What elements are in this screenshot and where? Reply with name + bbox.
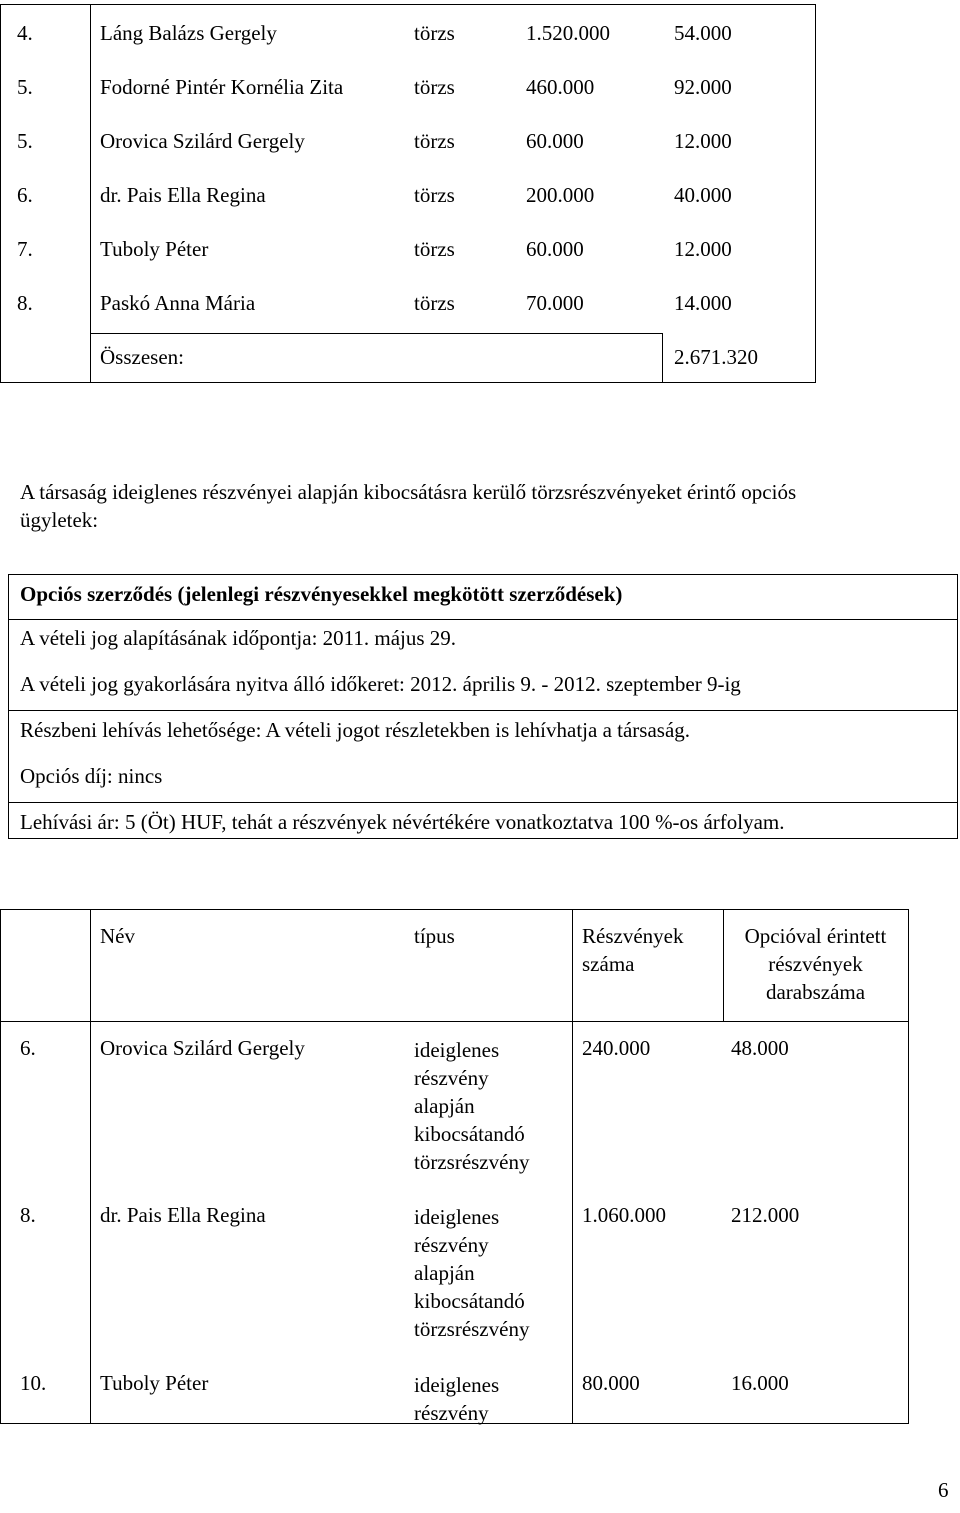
option-count: 92.000	[674, 75, 732, 99]
intro-paragraph	[20, 480, 955, 533]
shareholder-name: Paskó Anna Mária	[100, 291, 256, 315]
exercise-start-date: A vételi jog alapításának időpontja: 2011. május 29.	[20, 626, 457, 650]
partial-call-option: Részbeni lehívás lehetősége: A vételi jogot részletekben is lehívhatja a társaság.	[20, 718, 691, 742]
type-line: törzsrészvény	[414, 1150, 530, 1174]
header-line: száma	[582, 952, 635, 977]
option-count: 12.000	[674, 129, 732, 153]
share-type: törzs	[414, 237, 455, 261]
column-divider	[90, 910, 91, 1423]
share-type	[414, 1371, 499, 1427]
header-share-count	[582, 924, 683, 977]
affected-count: 48.000	[731, 1036, 789, 1060]
shareholder-name: Láng Balázs Gergely	[100, 21, 277, 45]
type-line: részvény	[414, 1233, 489, 1257]
row-number: 6.	[17, 183, 33, 207]
type-line: ideiglenes	[414, 1205, 500, 1229]
row-number: 8.	[17, 291, 33, 315]
header-name: Név	[100, 924, 135, 948]
total-label: Összesen:	[100, 345, 184, 369]
exercise-window: A vételi jog gyakorlására nyitva álló időkeret: 2012. április 9. - 2012. szeptember 9-ig	[20, 672, 741, 696]
type-line: ideiglenes	[414, 1038, 500, 1062]
holder-name: Orovica Szilárd Gergely	[100, 1036, 305, 1060]
type-line: részvény	[414, 1401, 489, 1425]
share-count: 240.000	[582, 1036, 651, 1060]
option-count: 40.000	[674, 183, 732, 207]
shareholder-name: Fodorné Pintér Kornélia Zita	[100, 75, 344, 99]
type-line: részvény	[414, 1066, 489, 1090]
row-number: 5.	[17, 129, 33, 153]
option-box-divider	[9, 802, 957, 803]
option-count: 14.000	[674, 291, 732, 315]
share-type	[414, 1203, 529, 1343]
type-line: alapján	[414, 1261, 475, 1285]
row-number: 4.	[17, 21, 33, 45]
share-type: törzs	[414, 75, 455, 99]
total-row-divider	[90, 333, 662, 334]
intro-line: ügyletek:	[20, 508, 99, 533]
option-fee: Opciós díj: nincs	[20, 764, 163, 788]
share-count: 70.000	[526, 291, 584, 315]
share-count: 460.000	[526, 75, 595, 99]
option-count: 54.000	[674, 21, 732, 45]
row-number: 5.	[17, 75, 33, 99]
shareholder-table	[0, 4, 816, 383]
holder-name: Tuboly Péter	[100, 1371, 209, 1395]
share-type: törzs	[414, 129, 455, 153]
option-count: 12.000	[674, 237, 732, 261]
holder-name: dr. Pais Ella Regina	[100, 1203, 266, 1227]
header-type: típus	[414, 924, 455, 948]
header-line: Opcióval érintett	[744, 924, 887, 948]
shareholder-name: Orovica Szilárd Gergely	[100, 129, 305, 153]
row-number: 7.	[17, 237, 33, 261]
share-count: 60.000	[526, 129, 584, 153]
option-box-divider	[9, 710, 957, 711]
affected-count: 16.000	[731, 1371, 789, 1395]
share-type: törzs	[414, 21, 455, 45]
header-divider	[1, 1021, 908, 1022]
column-divider	[572, 910, 573, 1423]
type-line: kibocsátandó	[414, 1122, 525, 1146]
shareholder-name: Tuboly Péter	[100, 237, 209, 261]
shareholder-name: dr. Pais Ella Regina	[100, 183, 266, 207]
affected-count: 212.000	[731, 1203, 800, 1227]
header-line: részvények	[768, 952, 863, 977]
share-count: 80.000	[582, 1371, 640, 1395]
column-divider	[90, 5, 91, 382]
total-value: 2.671.320	[674, 345, 758, 369]
option-contract-box	[8, 574, 958, 839]
share-count: 60.000	[526, 237, 584, 261]
option-contract-title: Opciós szerződés (jelenlegi részvényesekkel megkötött szerződések)	[20, 582, 623, 606]
page-number: 6	[938, 1478, 949, 1502]
option-box-divider	[9, 619, 957, 620]
share-count: 1.520.000	[526, 21, 610, 45]
total-column-divider	[662, 333, 663, 382]
share-type: törzs	[414, 291, 455, 315]
row-number: 6.	[20, 1036, 36, 1060]
type-line: ideiglenes	[414, 1373, 500, 1397]
row-number: 10.	[20, 1371, 47, 1395]
header-line: darabszáma	[765, 980, 866, 1005]
row-number: 8.	[20, 1203, 36, 1227]
call-price: Lehívási ár: 5 (Öt) HUF, tehát a részvények névértékére vonatkoztatva 100 %-os árfolyam.	[20, 810, 785, 834]
option-table	[0, 909, 909, 1424]
share-count: 200.000	[526, 183, 595, 207]
type-line: alapján	[414, 1094, 475, 1118]
header-line: Részvények	[582, 924, 684, 948]
share-type: törzs	[414, 183, 455, 207]
intro-line: A társaság ideiglenes részvényei alapján kibocsátásra kerülő törzsrészvényeket érintő opciós	[20, 480, 797, 504]
type-line: törzsrészvény	[414, 1317, 530, 1341]
type-line: kibocsátandó	[414, 1289, 525, 1313]
header-affected-count	[723, 924, 908, 1006]
share-type	[414, 1036, 529, 1176]
share-count: 1.060.000	[582, 1203, 666, 1227]
